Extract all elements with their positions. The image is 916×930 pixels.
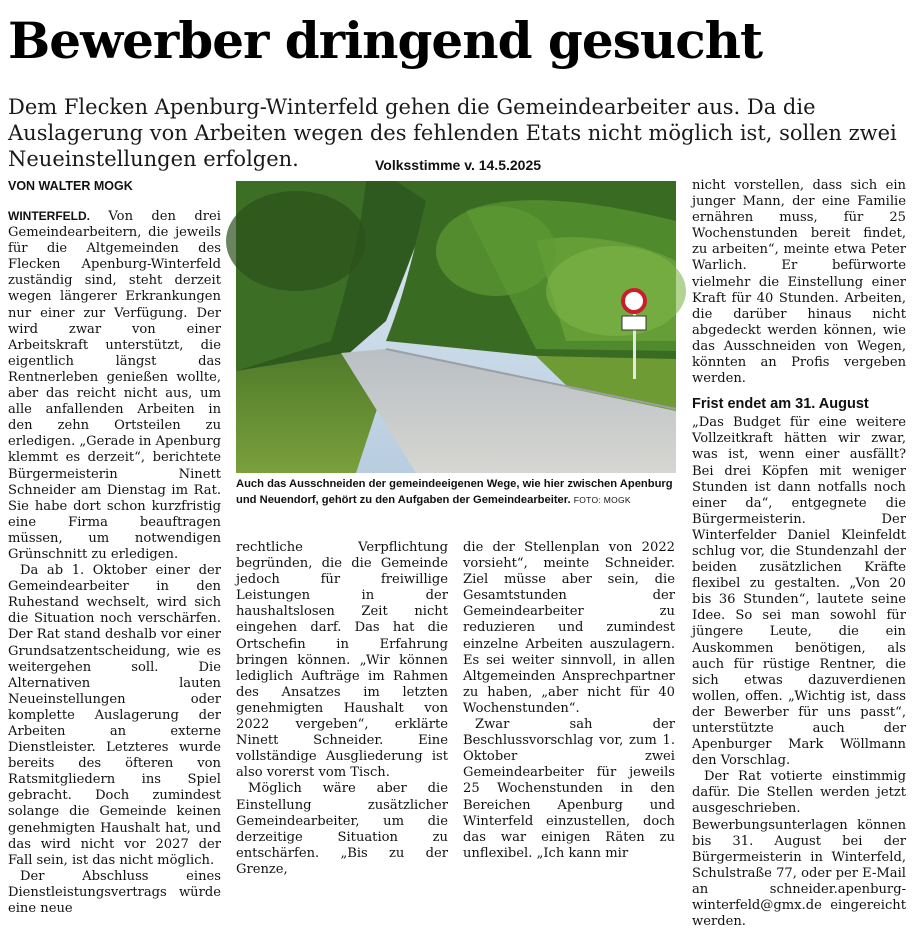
paragraph: Der Rat votierte einstimmig dafür. Die Stellen werden jetzt ausgeschrieben. Bewerbungsunterlagen können bis 31. August bei der Bürgermeisterin in Winterfeld, Schulstraße 77, oder per E-Mail an schneider.apenburg-winterfeld@gmx.de eingereicht werden.	[692, 769, 906, 930]
paragraph: WINTERFELD. Von den drei Gemeindearbeitern, die jeweils für die Altgemeinden des Flecken Apenburg-Winterfeld zuständig sind, steht derzeit wegen längerer Erkrankungen nur einer zur Verfügung. Der wird zwar von einer Arbeitskraft unterstützt, die eigentlich längst das Rentnerleben genießen wollte, aber das reicht nicht aus, um alle anfallenden Arbeiten in den zehn Ortsteilen zu erledigen. „Gerade in Apenburg klemmt es derzeit“, berichtete Bürgermeisterin Ninett Schneider am Dienstag im Rat. Sie habe dort schon kurzfristig eine Firma beauftragen müssen, um notwendigen Grünschnitt zu erledigen.	[8, 209, 222, 562]
dateline: WINTERFELD.	[8, 209, 90, 223]
paragraph: nicht vorstellen, dass sich ein junger Mann, der eine Familie ernähren muss, für 25 Wochenstunden bereit findet, zu arbeiten“, meinte etwa Peter Warlich. Er befürworte vielmehr die Einstellung einer Kraft für 40 Stunden. Arbeiten, die darüber hinaus nicht abgedeckt werden können, wie das Ausschneiden von Wegen, könnten an Profis vergeben werden.	[692, 178, 906, 387]
road-photo-illustration	[236, 181, 676, 473]
photo-caption	[236, 476, 676, 508]
column-3	[463, 540, 675, 861]
headline: Bewerber dringend gesucht	[8, 11, 763, 70]
paragraph: „Das Budget für eine weitere Vollzeitkraft hätten wir zwar, was ist, wenn einer ausfällt? Bei drei Köpfen mit weniger Stunden ist dann notfalls noch einer da“, entgegnete die Bürgermeisterin. Der Winterfelder Daniel Kleinfeldt schlug vor, die Stundenzahl der beiden zusätzlichen Kräfte flexibel zu gestalten. „Von 20 bis 36 Stunden“, lautete seine Idee. So sei man sowohl für jüngere Leute, die ein Auskommen benötigen, als auch für rüstige Rentner, die sich etwas dazuverdienen wollen, offen. „Wichtig ist, dass der Bewerber für uns passt“, unterstützte auch der Apenburger Mark Wöllmann den Vorschlag.	[692, 415, 906, 769]
paragraph: Da ab 1. Oktober einer der Gemeindearbeiter in den Ruhestand wechselt, wird sich die Situation noch verschärfen. Der Rat stand deshalb vor einer Grundsatzentscheidung, wie es weitergehen soll. Die Alternativen lauten Neueinstellungen oder komplette Auslagerung der Arbeiten an externe Dienstleister. Letzteres wurde bereits des öfteren von Ratsmitgliedern ins Spiel gebracht. Doch zumindest solange die Gemeinde keinen genehmigten Haushalt hat, und das wird nicht vor 2027 der Fall sein, ist das nicht möglich.	[8, 563, 221, 868]
lede: Dem Flecken Apenburg-Winterfeld gehen die Gemeindearbeiter aus. Da die Auslagerung von Arbeiten wegen des fehlenden Etats nicht möglich ist, sollen zwei Neueinstellungen erfolgen.	[8, 95, 897, 171]
article-photo	[236, 181, 676, 473]
paragraph: Zwar sah der Beschlussvorschlag vor, zum 1. Oktober zwei Gemeindearbeiter für jeweils 25 Wochenstunden in den Bereichen Apenburg und Winterfeld einzustellen, doch das war einigen Räten zu unflexibel. „Ich kann mir	[463, 717, 675, 861]
source-line: Volksstimme v. 14.5.2025	[374, 157, 542, 173]
caption-text: Auch das Ausschneiden der gemeindeeigenen Wege, wie hier zwischen Apenburg und Neuendorf, gehört zu den Aufgaben der Gemeindearbeiter.	[236, 478, 673, 506]
column-1	[8, 208, 222, 917]
subheading: Frist endet am 31. August	[692, 396, 869, 413]
paragraph: Möglich wäre aber die Einstellung zusätzlicher Gemeindearbeiter, um die derzeitige Situation zu entschärfen. „Bis zu der Grenze,	[236, 781, 448, 877]
paragraph: rechtliche Verpflichtung begründen, die die Gemeinde jedoch für freiwillige Leistungen in der haushaltslosen Zeit nicht eingehen darf. Das hat die Ortschefin in Erfahrung bringen können. „Wir können lediglich Aufträge im Rahmen des Ansatzes im letzten genehmigten Haushalt von 2022 vergeben“, erklärte Ninett Schneider. Eine vollständige Ausgliederung ist also vorerst vom Tisch.	[236, 540, 448, 781]
paragraph: die der Stellenplan von 2022 vorsieht“, meinte Schneider. Ziel müsse aber sein, die Gesamtstunden der Gemeindearbeiter zu reduzieren und zumindest einzelne Arbeiten auszulagern. Es sei weiter sinnvoll, in allen Altgemeinden Ansprechpartner zu haben, „aber nicht für 40 Wochenstunden“.	[463, 540, 675, 716]
column-2	[236, 540, 448, 877]
photo-credit: FOTO: MOGK	[573, 495, 631, 505]
paragraph: Der Abschluss eines Dienstleistungsvertrags würde eine neue	[8, 868, 221, 917]
author-byline: VON WALTER MOGK	[8, 179, 133, 193]
column-4	[692, 178, 906, 930]
